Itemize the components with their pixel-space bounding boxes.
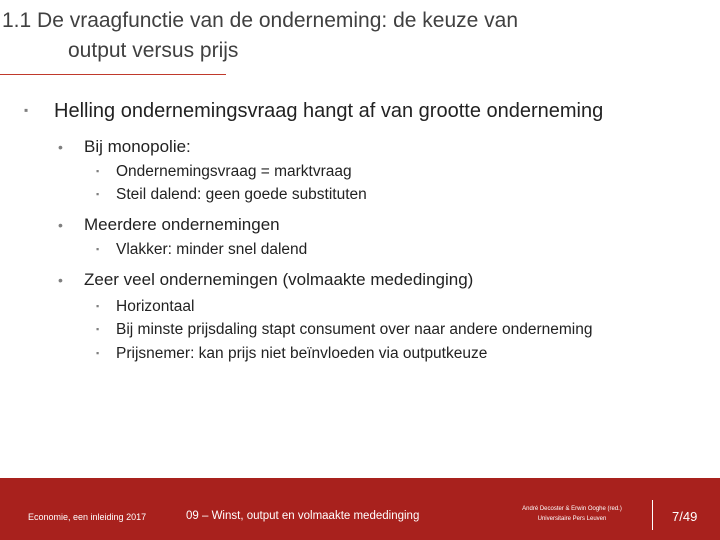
dot-bullet-icon: • [58, 139, 63, 155]
detail-bullet [96, 321, 592, 339]
slide-title-line-2: output versus prijs [68, 39, 239, 62]
square-bullet-icon: ▪ [96, 189, 100, 199]
sub-bullet-monopolie [58, 137, 191, 157]
detail-bullet-text: Steil dalend: geen goede substituten [116, 186, 367, 203]
dot-bullet-icon: • [58, 217, 63, 233]
footer-divider [652, 500, 653, 530]
slide-footer [0, 478, 720, 540]
square-bullet-icon: ▪ [96, 244, 100, 254]
square-bullet-icon: ▪ [96, 348, 100, 358]
footer-book-title: Economie, een inleiding 2017 [28, 512, 147, 522]
sub-bullet-text: Meerdere ondernemingen [84, 215, 280, 234]
detail-bullet-text: Prijsnemer: kan prijs niet beïnvloeden via outputkeuze [116, 345, 488, 362]
page-number: 7/49 [672, 509, 698, 524]
detail-bullet [96, 186, 367, 204]
footer-publisher: Universitaire Pers Leuven [537, 516, 607, 522]
footer-authors-line-1: André Decoster & Erwin Ooghe (red.) [522, 506, 622, 512]
main-bullet-text: Helling ondernemingsvraag hangt af van grootte onderneming [54, 100, 604, 122]
detail-bullet [96, 241, 307, 259]
footer-chapter-title: 09 – Winst, output en volmaakte mededinging [186, 510, 420, 522]
detail-bullet [96, 345, 487, 363]
detail-bullet [96, 163, 352, 181]
slide-title-line-1: 1.1 De vraagfunctie van de onderneming: de keuze van [2, 9, 519, 32]
sub-bullet-text: Zeer veel ondernemingen (volmaakte mededinging) [84, 270, 474, 289]
footer-authors [497, 504, 647, 524]
dot-bullet-icon: • [58, 272, 63, 288]
detail-bullet [96, 298, 194, 316]
square-bullet-icon: ▪ [24, 103, 29, 117]
square-bullet-icon: ▪ [96, 301, 100, 311]
sub-bullet-zeer-veel [58, 270, 473, 290]
sub-bullet-text: Bij monopolie: [84, 137, 191, 156]
square-bullet-icon: ▪ [96, 166, 100, 176]
detail-bullet-text: Ondernemingsvraag = marktvraag [116, 163, 352, 180]
sub-bullet-meerdere [58, 215, 280, 235]
square-bullet-icon: ▪ [96, 324, 100, 334]
main-bullet [24, 100, 603, 123]
detail-bullet-text: Bij minste prijsdaling stapt consument over naar andere onderneming [116, 321, 593, 338]
detail-bullet-text: Horizontaal [116, 298, 195, 315]
detail-bullet-text: Vlakker: minder snel dalend [116, 241, 308, 258]
